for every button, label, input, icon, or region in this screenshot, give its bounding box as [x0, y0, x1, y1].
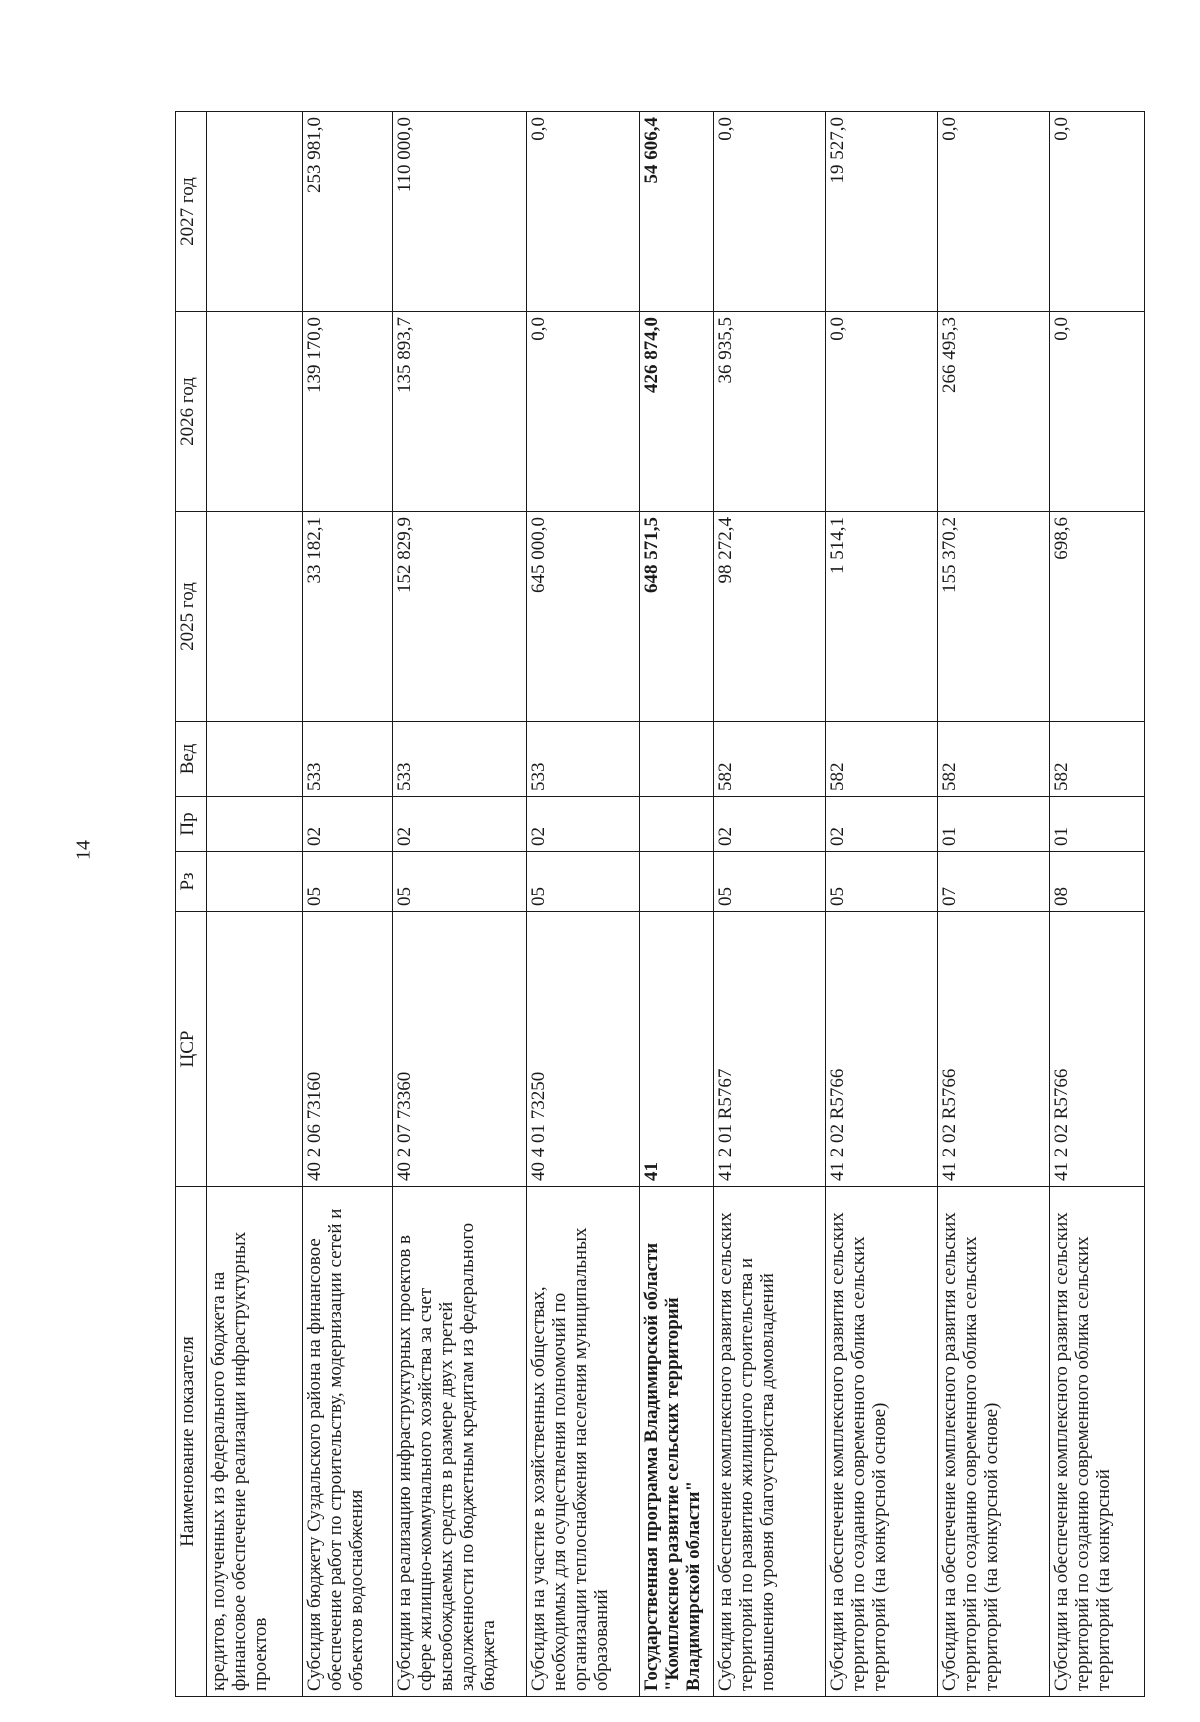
cell-ved [640, 722, 714, 797]
table-row [303, 112, 393, 1697]
cell-pr: 01 [1050, 797, 1145, 852]
cell-2026: 36 935,5 [714, 312, 826, 512]
cell-csr: 40 2 06 73160 [303, 912, 393, 1187]
cell-csr: 40 4 01 73250 [527, 912, 640, 1187]
cell-rz: 05 [714, 852, 826, 912]
header-name: Наименование показателя [176, 1187, 207, 1697]
cell-2027: 0,0 [527, 112, 640, 312]
cell-2026: 266 495,3 [938, 312, 1050, 512]
cell-rz: 08 [1050, 852, 1145, 912]
cell-name: кредитов, полученных из федерального бюджета на финансовое обеспечение реализации инфраструктурных проектов [207, 1187, 303, 1697]
cell-2026: 0,0 [826, 312, 938, 512]
cell-2025 [207, 512, 303, 722]
cell-ved: 533 [393, 722, 527, 797]
cell-rz [207, 852, 303, 912]
table-row [826, 112, 938, 1697]
budget-table [175, 111, 1145, 1697]
table-row [527, 112, 640, 1697]
cell-name: Субсидии на обеспечение комплексного развития сельских территорий по созданию современного облика сельских территорий (на конкурсной [1050, 1187, 1145, 1697]
header-ved: Вед [176, 722, 207, 797]
cell-2026: 426 874,0 [640, 312, 714, 512]
cell-csr: 41 2 02 R5766 [826, 912, 938, 1187]
cell-rz: 05 [826, 852, 938, 912]
cell-pr: 02 [714, 797, 826, 852]
cell-name: Субсидии на реализацию инфраструктурных проектов в сфере жилищно-коммунального хозяйства за счет высвобождаемых средств в размере двух третей задолженности по бюджетным кредитам из федерального бюджета [393, 1187, 527, 1697]
cell-pr [207, 797, 303, 852]
cell-ved: 582 [714, 722, 826, 797]
table-row [714, 112, 826, 1697]
cell-2026: 139 170,0 [303, 312, 393, 512]
header-csr: ЦСР [176, 912, 207, 1187]
cell-name: Субсидия на участие в хозяйственных обществах, необходимых для осуществления полномочий по организации теплоснабжения населения муниципальных образований [527, 1187, 640, 1697]
cell-name: Государственная программа Владимирской области "Комплексное развитие сельских территорий Владимирской области" [640, 1187, 714, 1697]
cell-2027 [207, 112, 303, 312]
cell-pr: 02 [826, 797, 938, 852]
cell-2027: 0,0 [938, 112, 1050, 312]
page-number: 14 [72, 840, 95, 860]
cell-ved: 582 [938, 722, 1050, 797]
cell-2027: 253 981,0 [303, 112, 393, 312]
table-row [393, 112, 527, 1697]
cell-csr: 41 [640, 912, 714, 1187]
cell-2027: 0,0 [1050, 112, 1145, 312]
cell-2025: 152 829,9 [393, 512, 527, 722]
rotated-page-content [175, 112, 1114, 1697]
cell-csr: 40 2 07 73360 [393, 912, 527, 1187]
cell-csr [207, 912, 303, 1187]
table-row [938, 112, 1050, 1697]
cell-rz: 07 [938, 852, 1050, 912]
table-row-program [640, 112, 714, 1697]
cell-csr: 41 2 01 R5767 [714, 912, 826, 1187]
table-header-row [176, 112, 207, 1697]
cell-2027: 0,0 [714, 112, 826, 312]
header-2026: 2026 год [176, 312, 207, 512]
cell-2027: 54 606,4 [640, 112, 714, 312]
header-2025: 2025 год [176, 512, 207, 722]
cell-rz: 05 [303, 852, 393, 912]
table-row [1050, 112, 1145, 1697]
header-rz: Рз [176, 852, 207, 912]
cell-pr: 01 [938, 797, 1050, 852]
cell-csr: 41 2 02 R5766 [1050, 912, 1145, 1187]
cell-name: Субсидии на обеспечение комплексного развития сельских территорий по развитию жилищного строительства и повышению уровня благоустройства домовладений [714, 1187, 826, 1697]
cell-name: Субсидия бюджету Суздальского района на финансовое обеспечение работ по строительству, модернизации сетей и объектов водоснабжения [303, 1187, 393, 1697]
cell-2026: 135 893,7 [393, 312, 527, 512]
cell-2025: 698,6 [1050, 512, 1145, 722]
cell-pr: 02 [303, 797, 393, 852]
header-2027: 2027 год [176, 112, 207, 312]
cell-2026 [207, 312, 303, 512]
cell-csr: 41 2 02 R5766 [938, 912, 1050, 1187]
cell-rz: 05 [527, 852, 640, 912]
cell-2026: 0,0 [1050, 312, 1145, 512]
cell-name: Субсидии на обеспечение комплексного развития сельских территорий по созданию современного облика сельских территорий (на конкурсной основе) [938, 1187, 1050, 1697]
cell-2026: 0,0 [527, 312, 640, 512]
cell-2027: 19 527,0 [826, 112, 938, 312]
cell-ved: 582 [826, 722, 938, 797]
cell-rz [640, 852, 714, 912]
cell-ved: 533 [527, 722, 640, 797]
cell-pr [640, 797, 714, 852]
cell-2025: 645 000,0 [527, 512, 640, 722]
cell-name: Субсидии на обеспечение комплексного развития сельских территорий по созданию современного облика сельских территорий (на конкурсной основе) [826, 1187, 938, 1697]
header-pr: Пр [176, 797, 207, 852]
cell-2025: 1 514,1 [826, 512, 938, 722]
cell-2025: 155 370,2 [938, 512, 1050, 722]
cell-pr: 02 [527, 797, 640, 852]
cell-pr: 02 [393, 797, 527, 852]
cell-2027: 110 000,0 [393, 112, 527, 312]
cell-rz: 05 [393, 852, 527, 912]
cell-ved: 582 [1050, 722, 1145, 797]
cell-2025: 648 571,5 [640, 512, 714, 722]
cell-2025: 98 272,4 [714, 512, 826, 722]
cell-2025: 33 182,1 [303, 512, 393, 722]
cell-ved: 533 [303, 722, 393, 797]
cell-ved [207, 722, 303, 797]
table-row [207, 112, 303, 1697]
